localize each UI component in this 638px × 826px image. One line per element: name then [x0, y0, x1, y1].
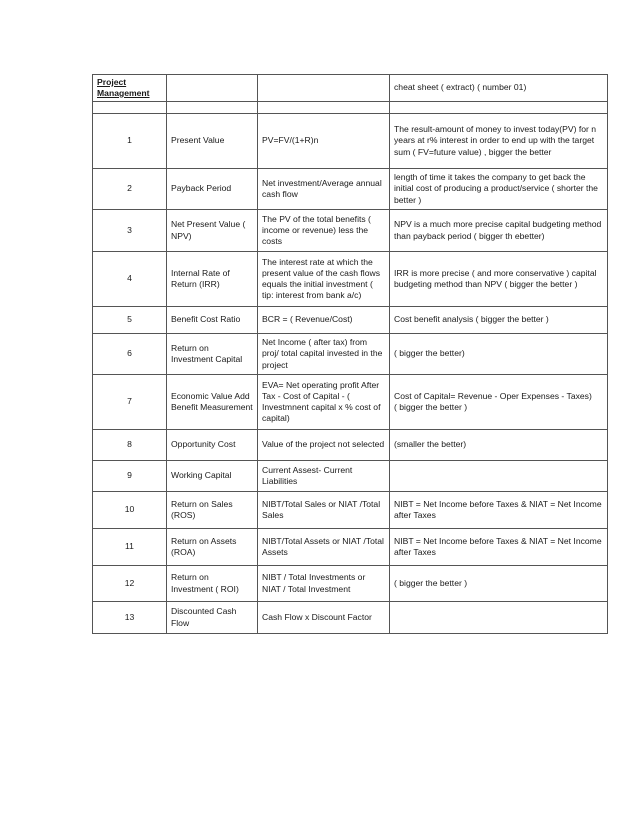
metric-formula: EVA= Net operating profit After Tax - Cost of Capital - ( Investmnent capital x % cost of capital) — [258, 375, 390, 430]
metric-name: Present Value — [167, 114, 258, 169]
row-number: 11 — [93, 529, 167, 566]
metric-note: (smaller the better) — [390, 430, 608, 461]
metric-name: Return on Investment ( ROI) — [167, 566, 258, 602]
metric-formula: NIBT / Total Investments or NIAT / Total Investment — [258, 566, 390, 602]
metric-note: length of time it takes the company to get back the initial cost of producing a product/service ( shorter the better ) — [390, 169, 608, 210]
metric-name: Benefit Cost Ratio — [167, 307, 258, 334]
metric-note: NPV is a much more precise capital budgeting method than payback period ( bigger th ebetter) — [390, 210, 608, 252]
metric-formula: NIBT/Total Sales or NIAT /Total Sales — [258, 492, 390, 529]
metric-name: Return on Assets (ROA) — [167, 529, 258, 566]
metric-note: Cost of Capital= Revenue - Oper Expenses - Taxes) ( bigger the better ) — [390, 375, 608, 430]
metric-note — [390, 602, 608, 634]
metric-note: NIBT = Net Income before Taxes & NIAT = Net Income after Taxes — [390, 492, 608, 529]
row-number: 3 — [93, 210, 167, 252]
table-row — [93, 252, 608, 307]
metric-note: NIBT = Net Income before Taxes & NIAT = Net Income after Taxes — [390, 529, 608, 566]
metric-name: Payback Period — [167, 169, 258, 210]
metric-name: Working Capital — [167, 461, 258, 492]
metric-note: ( bigger the better ) — [390, 566, 608, 602]
row-number: 10 — [93, 492, 167, 529]
cheat-sheet-label: cheat sheet ( extract) ( number 01) — [390, 75, 608, 102]
table-row — [93, 602, 608, 634]
row-number: 7 — [93, 375, 167, 430]
metric-formula: Cash Flow x Discount Factor — [258, 602, 390, 634]
table-row — [93, 334, 608, 375]
table-row — [93, 210, 608, 252]
metric-name: Economic Value Add Benefit Measurement — [167, 375, 258, 430]
metric-name: Return on Investment Capital — [167, 334, 258, 375]
metric-note: The result-amount of money to invest today(PV) for n years at r% interest in order to end up with the target sum ( FV=future value) , bigger the better — [390, 114, 608, 169]
row-number: 6 — [93, 334, 167, 375]
table-row — [93, 492, 608, 529]
row-number: 2 — [93, 169, 167, 210]
header-row — [93, 75, 608, 102]
metric-formula: NIBT/Total Assets or NIAT /Total Assets — [258, 529, 390, 566]
header-empty-cell — [167, 75, 258, 102]
cheat-sheet-table — [92, 74, 608, 634]
row-number: 1 — [93, 114, 167, 169]
row-number: 9 — [93, 461, 167, 492]
metric-note: IRR is more precise ( and more conservative ) capital budgeting method than NPV ( bigger the better ) — [390, 252, 608, 307]
row-number: 4 — [93, 252, 167, 307]
project-management-label: Project Management — [93, 75, 167, 102]
metric-formula: Net Income ( after tax) from proj/ total capital invested in the project — [258, 334, 390, 375]
metric-formula: The PV of the total benefits ( income or revenue) less the costs — [258, 210, 390, 252]
metric-note — [390, 461, 608, 492]
metric-name: Discounted Cash Flow — [167, 602, 258, 634]
table-row — [93, 114, 608, 169]
metric-name: Return on Sales (ROS) — [167, 492, 258, 529]
row-number: 13 — [93, 602, 167, 634]
metric-formula: The interest rate at which the present value of the cash flows equals the initial investment ( tip: interest from bank a/c) — [258, 252, 390, 307]
table-row — [93, 461, 608, 492]
table-row — [93, 169, 608, 210]
metric-name: Internal Rate of Return (IRR) — [167, 252, 258, 307]
row-number: 12 — [93, 566, 167, 602]
metric-formula: Current Assest- Current Liabilities — [258, 461, 390, 492]
table-row — [93, 430, 608, 461]
table-row — [93, 375, 608, 430]
metric-formula: BCR = ( Revenue/Cost) — [258, 307, 390, 334]
metric-note: Cost benefit analysis ( bigger the better ) — [390, 307, 608, 334]
header-empty-cell — [258, 75, 390, 102]
table-row — [93, 529, 608, 566]
spacer-row — [93, 102, 608, 114]
metric-name: Net Present Value ( NPV) — [167, 210, 258, 252]
table-row — [93, 566, 608, 602]
metric-formula: Net investment/Average annual cash flow — [258, 169, 390, 210]
metric-formula: PV=FV/(1+R)n — [258, 114, 390, 169]
metric-note: ( bigger the better) — [390, 334, 608, 375]
row-number: 8 — [93, 430, 167, 461]
metric-name: Opportunity Cost — [167, 430, 258, 461]
row-number: 5 — [93, 307, 167, 334]
metric-formula: Value of the project not selected — [258, 430, 390, 461]
table-row — [93, 307, 608, 334]
